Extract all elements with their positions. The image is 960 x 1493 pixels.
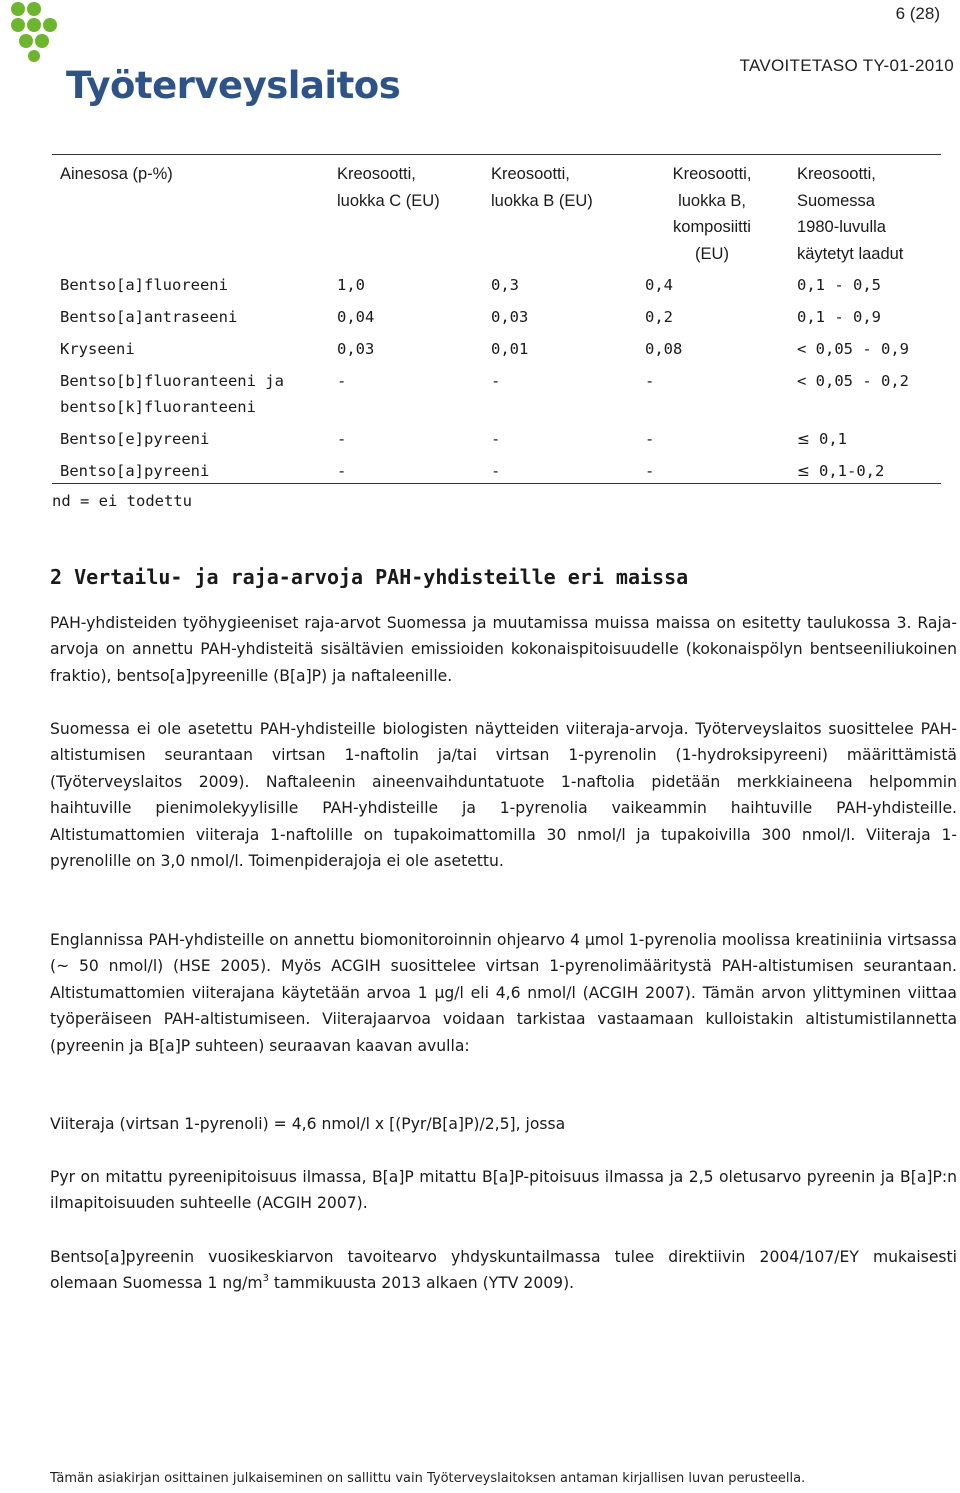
table-cell-class-b: 0,03 <box>491 308 529 326</box>
footer-notice: Tämän asiakirjan osittainen julkaiseminen on sallittu vain Työterveyslaitoksen antaman kirjallisen luvan perusteella. <box>50 1471 806 1486</box>
paragraph-6 <box>50 1244 957 1297</box>
paragraph-2: Suomessa ei ole asetettu PAH-yhdisteille biologisten näytteiden viiteraja-arvoja. Työterveyslaitos suosittelee PAH-altistumisen seurantaan virtsan 1-naftolin ja/tai virtsan 1-pyrenolin (1-hydroksipyreeni) määrittämistä (Työterveyslaitos 2009). Naftaleenin aineenvaihduntatuote 1-naftolia pidetään merkkiaineena helpommin haihtuville pienimolekyylisille PAH-yhdisteille ja 1-pyrenolia vaikeammin haihtuville PAH-yhdisteille. Altistumattomien viiteraja 1-naftolille on tupakoimattomilla 30 nmol/l ja tupakoivilla 300 nmol/l. Viiteraja 1-pyrenolille on 3,0 nmol/l. Toimenpiderajoja ei ole asetettu. <box>50 720 957 871</box>
table-cell-class-c: 1,0 <box>337 276 365 294</box>
table-cell-class-c: 0,03 <box>337 340 375 358</box>
finland-value: 0,1 <box>819 430 847 448</box>
brand-name: Työterveyslaitos <box>66 64 401 107</box>
page-number: 6 (28) <box>895 4 940 23</box>
table-cell-class-b: - <box>491 462 501 480</box>
table-row-name: Bentso[a]pyreeni <box>60 462 210 480</box>
paragraph-6-text-a: Bentso[a]pyreenin vuosikeskiarvon tavoitearvo yhdyskuntailmassa tulee direktiivin 2004/107/EY mukaisesti olemaan Suomessa 1 ng/m <box>50 1248 957 1293</box>
table-row-name: Kryseeni <box>60 340 135 358</box>
table-row-name: Bentso[e]pyreeni <box>60 430 210 448</box>
column-header: (EU) <box>695 244 729 263</box>
table-cell-class-b-composite: 0,2 <box>645 308 673 326</box>
superscript-3: 3 <box>262 1273 269 1285</box>
table-cell-class-c: - <box>337 462 347 480</box>
table-row-name: bentso[k]fluoranteeni <box>60 398 256 416</box>
table-cell-class-c: - <box>337 430 347 448</box>
column-header: luokka C (EU) <box>337 191 440 210</box>
table-cell-class-b: - <box>491 430 501 448</box>
table-cell-class-b: 0,3 <box>491 276 519 294</box>
formula-paragraph: Viiteraja (virtsan 1-pyrenoli) = 4,6 nmol/l x [(Pyr/B[a]P)/2,5], jossa <box>50 1115 566 1133</box>
table-cell-class-b: 0,01 <box>491 340 529 358</box>
brand-logo-icon <box>4 0 64 66</box>
finland-value: 0,1-0,2 <box>819 462 885 480</box>
table-cell-class-b-composite: - <box>645 462 655 480</box>
less-or-equal-icon: ≤ <box>797 430 810 448</box>
table-row-name: Bentso[a]fluoreeni <box>60 276 228 294</box>
table-cell-finland: 0,1 - 0,9 <box>797 308 881 326</box>
column-header: Kreosootti, <box>491 165 570 183</box>
column-header: luokka B, <box>678 191 746 210</box>
column-header: Kreosootti, <box>672 165 752 183</box>
table-cell-class-c: 0,04 <box>337 308 375 326</box>
column-header: Kreosootti, <box>797 165 876 183</box>
table-cell-class-b: - <box>491 372 501 390</box>
table-cell-finland: 0,1 - 0,5 <box>797 276 881 294</box>
column-header: komposiitti <box>673 218 751 236</box>
column-header: Ainesosa (p-%) <box>60 165 173 183</box>
table-row-name: Bentso[a]antraseeni <box>60 308 238 326</box>
table-top-rule <box>52 154 941 155</box>
table-note: nd = ei todettu <box>52 492 192 510</box>
table-cell-finland <box>797 426 847 452</box>
table-cell-class-b-composite: 0,4 <box>645 276 673 294</box>
table-cell-finland: < 0,05 - 0,9 <box>797 340 909 358</box>
paragraph-1: PAH-yhdisteiden työhygieeniset raja-arvot Suomessa ja muutamissa muissa maissa on esitetty taulukossa 3. Raja-arvoja on annettu PAH-yhdisteitä sisältävien emissioiden kokonaispitoisuudelle (kokonaispölyn bentseeniliukoinen fraktio), bentso[a]pyreenille (B[a]P) ja naftaleenille. <box>50 614 957 685</box>
table-cell-finland: < 0,05 - 0,2 <box>797 372 909 390</box>
paragraph-6-text-b: tammikuusta 2013 alkaen (YTV 2009). <box>268 1274 575 1293</box>
column-header: 1980-luvulla <box>797 218 886 236</box>
table-row-name: Bentso[b]fluoranteeni ja <box>60 372 284 390</box>
paragraph-3: Englannissa PAH-yhdisteille on annettu biomonitoroinnin ohjearvo 4 µmol 1-pyrenolia moolissa kreatiniinia virtsassa (~ 50 nmol/l) (HSE 2005). Myös ACGIH suosittelee virtsan 1-pyrenolimääritystä PAH-altistumisen seurantaan. Altistumattomien viiterajana käytetään arvoa 1 µg/l eli 4,6 nmol/l (ACGIH 2007). Tämän arvon ylittyminen viittaa työperäiseen PAH-altistumiseen. Viiterajaarvoa voidaan tarkistaa vastaamaan kulloistakin altistumistilannetta (pyreenin ja B[a]P suhteen) seuraavan kaavan avulla: <box>50 931 957 1055</box>
table-cell-class-c: - <box>337 372 347 390</box>
column-header: käytetyt laadut <box>797 244 904 263</box>
column-header: Kreosootti, <box>337 165 416 183</box>
table-cell-class-b-composite: 0,08 <box>645 340 683 358</box>
table-cell-class-b-composite: - <box>645 430 655 448</box>
table-cell-finland <box>797 458 884 484</box>
table-cell-class-b-composite: - <box>645 372 655 390</box>
paragraph-5: Pyr on mitattu pyreenipitoisuus ilmassa, B[a]P mitattu B[a]P-pitoisuus ilmassa ja 2,5 oletusarvo pyreenin ja B[a]P:n ilmapitoisuuden suhteelle (ACGIH 2007). <box>50 1168 957 1213</box>
document-id: TAVOITETASO TY-01-2010 <box>739 56 954 75</box>
column-header: luokka B (EU) <box>491 191 593 210</box>
section-heading: 2 Vertailu- ja raja-arvoja PAH-yhdisteille eri maissa <box>50 565 689 589</box>
less-or-equal-icon: ≤ <box>797 462 810 480</box>
column-header: Suomessa <box>797 191 875 210</box>
